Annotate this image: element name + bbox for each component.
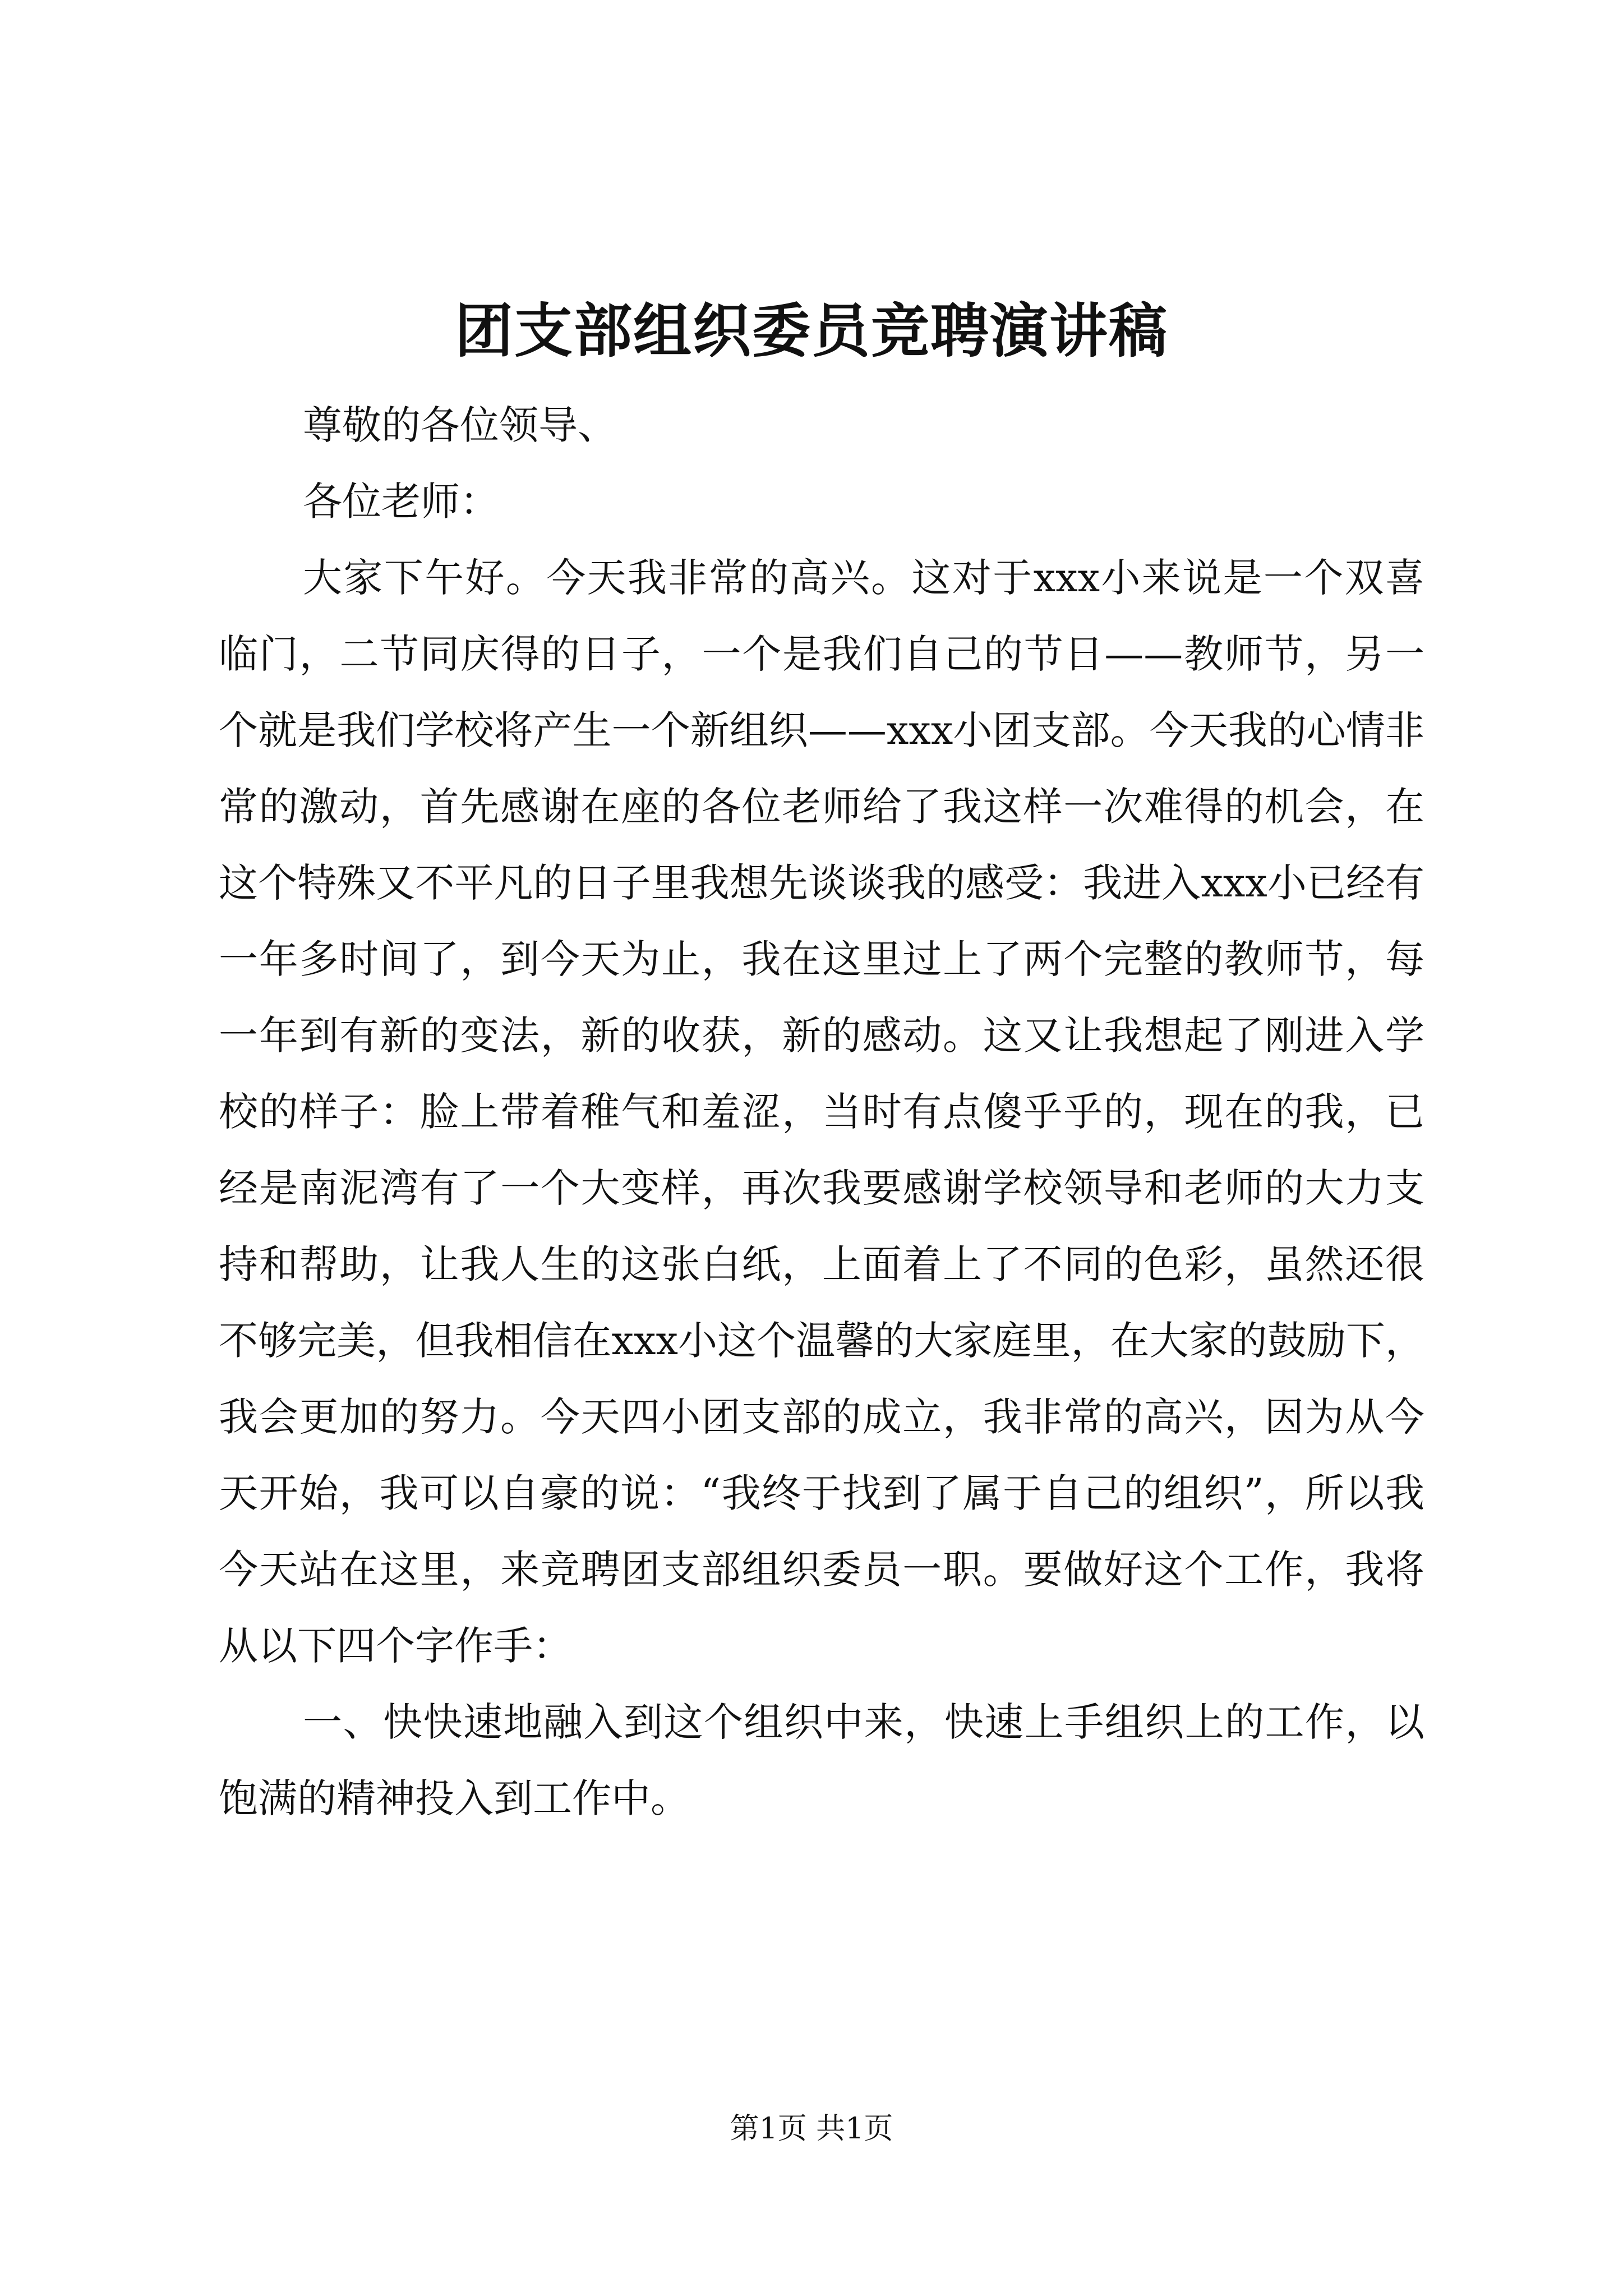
document-title: 团支部组织委员竞聘演讲稿 [454,296,1168,365]
salutation-line-2: 各位老师： [303,478,499,524]
salutation-line-1: 尊敬的各位领导、 [303,402,617,448]
point-one-paragraph: 一、快快速地融入到这个组织中来，快速上手组织上的工作，以饱满的精神投入到工作中。 [219,1699,1424,1821]
main-paragraph: 大家下午好。今天我非常的高兴。这对于xxx小来说是一个双喜临门，二节同庆得的日子，一个是我们自己的节日——教师节，另一个就是我们学校将产生一个新组织——xxx小团支部。今天我的心情非常的激动，首先感谢在座的各位老师给了我这样一次难得的机会，在这个特殊又不平凡的日子里我想先谈谈我的感受：我进入xxx小已经有一年多时间了，到今天为止，我在这里过上了两个完整的教师节，每一年到有新的变法，新的收获，新的感动。这又让我想起了刚进入学校的样子：脸上带着稚气和羞涩，当时有点傻乎乎的，现在的我，已经是南泥湾有了一个大变样，再次我要感谢学校领导和老师的大力支持和帮助，让我人生的这张白纸，上面着上了不同的色彩，虽然还很不够完美，但我相信在xxx小这个温馨的大家庭里，在大家的鼓励下，我会更加的努力。今天四小团支部的成立，我非常的高兴，因为从今天开始，我可以自豪的说：“我终于找到了属于自己的组织”，所以我今天站在这里，来竞聘团支部组织委员一职。要做好这个工作，我将从以下四个字作手： [219,555,1424,1669]
document-body [219,387,1424,1837]
page-footer: 第1页 共1页 [730,2112,893,2146]
